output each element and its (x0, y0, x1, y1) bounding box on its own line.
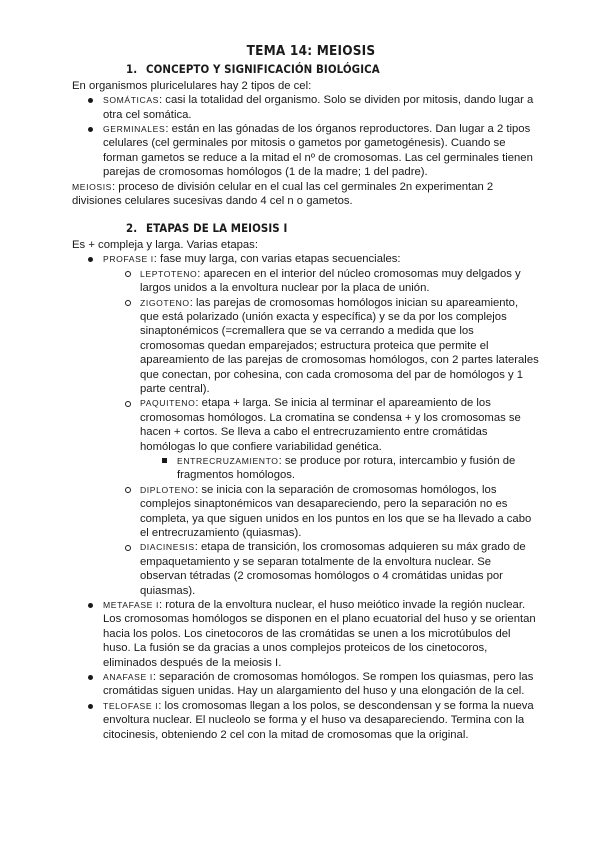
term-text: : se inicia con la separación de cromosomas homólogos, los complejos sinaptonémicos van desapareciendo, pero la separación no es completa, ya que siguen unidos en los puntos en los que se ha llevado a cabo el entrecruzamiento (quiasmas). (140, 483, 532, 539)
term-text: : están en las gónadas de los órganos reproductores. Dan lugar a 2 tipos celulares (cel germinales por mitosis o gametos por gametogénesis). Cuando se forman gametos se reduce a la mitad el nº de cromosomas. Las cel germinales tienen parejas de cromosomas homólogos (1 de la madre; 1 del padre). (103, 123, 533, 179)
term-label: ANAFASE I (103, 672, 153, 683)
term-label: GERMINALES (103, 124, 166, 135)
term-label: MEIOSIS (72, 181, 113, 192)
meiosis-definition (72, 180, 540, 209)
term-text: : etapa + larga. Se inicia al terminar el apareamiento de los cromosomas homólogos. La cromatina se condensa + y los cromosomas se hacen + cortos. Se lleva a cabo el entrecruzamiento entre cromátidas homólogas lo que confiere variabilidad genética. (140, 397, 521, 453)
term-text: : se produce por rotura, intercambio y fusión de fragmentos homólogos. (177, 454, 516, 482)
term-label: METAFASE I (103, 600, 159, 611)
page-title: TEMA 14: MEIOSIS (246, 43, 376, 59)
term-label: ENTRECRUZAMIENTO (177, 455, 279, 466)
section-1-number: 1. (126, 62, 138, 77)
term-text: : las parejas de cromosomas homólogos inician su apareamiento, que está polarizado (unión exacta y específica) y se da por los complejos sinaptonémicos (=cremallera que se va cerrando a medida que los cromosomas quedan emparejados; estructura proteica que permite el apareamiento de las parejas de cromosomas homólogos, con 2 partes laterales que conectan, por cohesina, con cada cromosoma del par de homólogos y 1 parte central). (140, 296, 539, 395)
section-2-number: 2. (126, 221, 138, 236)
term-text: : casi la totalidad del organismo. Solo se dividen por mitosis, dando lugar a otra cel somática. (103, 94, 534, 121)
section-1-heading (72, 62, 540, 76)
list-item (84, 122, 540, 180)
list-item-metafase (84, 598, 540, 670)
term-label: PAQUITENO (140, 398, 196, 409)
section-1-intro: En organismos pluricelulares hay 2 tipos de cel: (72, 79, 312, 92)
list-item-anafase (84, 670, 540, 699)
list-item-profase (84, 252, 540, 598)
cell-types-list (72, 93, 540, 179)
list-item (121, 396, 540, 482)
list-item (158, 454, 540, 483)
paquiteno-sublist (140, 454, 540, 483)
term-label: LEPTOTENO (140, 268, 198, 279)
list-item (121, 540, 540, 598)
list-item (121, 267, 540, 296)
term-label: DIPLOTENO (140, 484, 196, 495)
term-text: : fase muy larga, con varias etapas secuenciales: (153, 253, 401, 266)
term-text: : proceso de división celular en el cual las cel germinales 2n experimentan 2 divisiones celulares sucesivas dando 4 cel n o gametos. (72, 180, 494, 208)
section-2-title: ETAPAS DE LA MEIOSIS I (146, 221, 288, 236)
term-label: ZIGOTENO (140, 297, 190, 308)
term-text: : los cromosomas llegan a los polos, se descondensan y se forma la nueva envoltura nuclear. El nucleolo se forma y el huso va desapareciendo. Termina con la citocinesis, obteniendo 2 cel con la mitad de cromosomas que la original. (103, 699, 534, 741)
term-label: DIACINESIS (140, 542, 195, 553)
list-item (84, 93, 540, 122)
list-item (121, 483, 540, 541)
list-item (121, 296, 540, 397)
term-text: : etapa de transición, los cromosomas adquieren su máx grado de empaquetamiento y se separan totalmente de la envoltura nuclear. Se observan tétradas (2 cromosomas homólogos o 4 cromátidas unidas por quiasmas). (140, 541, 526, 597)
section-2-intro: Es + compleja y larga. Varias etapas: (72, 238, 258, 251)
section-1-title: CONCEPTO Y SIGNIFICACIÓN BIOLÓGICA (146, 62, 380, 77)
term-label: PROFASE I (103, 254, 154, 265)
section-2-heading (72, 221, 540, 235)
term-label: TELOFASE I (103, 700, 159, 711)
list-item-telofase (84, 699, 540, 742)
term-text: : rotura de la envoltura nuclear, el huso meiótico invade la región nuclear. Los cromosomas homólogos se disponen en el plano ecuatorial del huso y se orientan hacia los polos. Los cinetocoros de las cromátidas se unen a los microtúbulos del huso. La fusión se da gracias a unos complejos proteicos de los cinetocoros, eliminados después de la meiosis I. (103, 599, 536, 669)
term-label: SOMÁTICAS (103, 95, 160, 106)
profase-stages-list (103, 267, 540, 598)
term-text: : separación de cromosomas homólogos. Se rompen los quiasmas, pero las cromátidas siguen unidas. Hay un alargamiento del huso y una elongación de la cel. (103, 671, 534, 698)
meiosis-phases-list (72, 252, 540, 742)
term-text: : aparecen en el interior del núcleo cromosomas muy delgados y largos unidos a la envoltura nuclear por la placa de unión. (140, 267, 521, 295)
